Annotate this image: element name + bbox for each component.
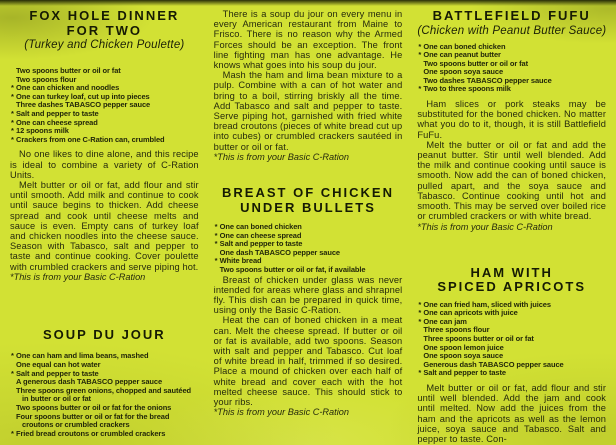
ingredient-line: * One can jam — [418, 316, 467, 326]
required-item-asterisk: * — [418, 316, 422, 326]
recipe-battlefield-fufu — [417, 9, 606, 232]
ingredient-line: * One can turkey loaf, cut up into pieces — [11, 91, 150, 101]
recipe-title: BREAST OF CHICKEN UNDER BULLETS — [222, 185, 394, 215]
ingredient-line: One spoon soya sauce — [423, 351, 504, 361]
ingredient-line: * One can ham and lima beans, mashed — [11, 351, 149, 361]
ingredient-line: * 12 spoons milk — [11, 126, 69, 136]
ingredient-line: * One can chicken and noodles — [11, 83, 120, 93]
soup-du-jour-continuation — [214, 9, 403, 162]
required-item-asterisk: * — [11, 126, 14, 136]
ingredient-line: A generous dash TABASCO pepper sauce — [16, 377, 163, 387]
ingredient-line: Two spoons butter or oil or fat, if available — [219, 265, 366, 275]
required-item-asterisk: * — [11, 91, 14, 101]
required-item-asterisk: * — [214, 256, 218, 266]
column-right — [417, 9, 606, 445]
ingredient-line: * Salt and pepper to taste — [418, 368, 506, 378]
ingredient-line: One spoon lemon juice — [423, 342, 504, 352]
ingredient-line: One equal can hot water — [16, 360, 101, 370]
recipe-title: HAM WITH SPICED APRICOTS — [437, 264, 587, 295]
instruction-paragraphs — [417, 383, 606, 444]
recipe-ham-spiced-apricots — [417, 266, 606, 445]
recipe-fox-hole-dinner — [10, 9, 199, 282]
recipe-soup-du-jour — [10, 328, 199, 438]
ingredient-line: Four spoons butter or oil or fat for the bread croutons or crumbled crackers — [16, 411, 170, 430]
ingredient-line: * Salt and pepper to taste — [11, 368, 99, 378]
ingredient-line: Three spoons green onions, chopped and sautéed in butter or oil or fat — [16, 385, 192, 404]
paragraph: There is a soup du jour on every menu in every American restaurant from Maine to Frisco. There is no reason why the Armed Forces should be an exception. The front line fighting man has one advantage. He knows what goes into his soup du jour. — [213, 9, 403, 71]
source-footnote: *This is from your Basic C-Ration — [10, 271, 146, 282]
ingredient-list — [10, 352, 199, 438]
paragraph: Breast of chicken under glass was never intended for areas where glass and shrapnel fly. This dish can be prepared in quick time, using only the Basic C-Ration. — [213, 274, 403, 316]
source-footnote: *This is from your Basic C-Ration — [213, 151, 349, 162]
column-left — [10, 9, 199, 445]
required-item-asterisk: * — [11, 108, 14, 118]
paragraph: Mash the ham and lima bean mixture to a pulp. Combine with a can of hot water and bring to a boil, stirring briskly all the time. Add Tabasco and salt and pepper to taste. Serve piping hot, garnished with fried white bread croutons (pieces of white bread cut up into cubes) or crumbled crackers sautéed in butter or oil or fat. — [213, 70, 403, 152]
ingredient-list — [417, 43, 606, 95]
ingredient-line: Three dashes TABASCO pepper sauce — [16, 100, 151, 110]
ingredient-line: * One can apricots with juice — [418, 308, 518, 318]
instruction-paragraphs — [417, 99, 606, 221]
required-item-asterisk: * — [11, 428, 14, 438]
recipe-title: SOUP DU JOUR — [42, 326, 166, 342]
ingredient-line: * Salt and pepper to taste — [11, 108, 99, 118]
ingredient-line: * One can fried ham, sliced with juices — [418, 299, 551, 309]
ingredient-list — [417, 301, 606, 378]
instruction-paragraphs — [214, 275, 403, 408]
paragraph: Melt the butter or oil or fat and add the peanut butter. Stir until well blended. Add the milk and continue cooking until sauce is smooth. Now add the can of boned chicken, pulled apart, and the soya sauce and Tabasco. Continue cooking until hot and smooth. This may be served over boiled rice or crumbled crackers or with white bread. — [417, 139, 607, 222]
ingredient-line: * Fried bread croutons or crumbled crackers — [11, 428, 166, 438]
required-item-asterisk: * — [418, 299, 422, 309]
instruction-paragraphs — [214, 9, 403, 152]
recipe-subtitle: (Chicken with Peanut Butter Sauce) — [417, 24, 607, 37]
ingredient-line: One spoon soya sauce — [423, 67, 504, 77]
ingredient-line: Two spoons butter or oil or fat — [423, 58, 529, 68]
required-item-asterisk: * — [214, 222, 218, 232]
ingredient-list — [214, 223, 403, 275]
required-item-asterisk: * — [11, 117, 14, 127]
column-middle — [214, 9, 403, 445]
recipe-subtitle: (Turkey and Chicken Poulette) — [24, 39, 185, 51]
required-item-asterisk: * — [11, 351, 14, 361]
ingredient-list — [10, 67, 199, 144]
ingredient-line: Three spoons flour — [423, 325, 490, 335]
recipe-breast-of-chicken — [214, 186, 403, 417]
paragraph: Melt butter or oil or fat, add flour and stir until smooth. Add milk and continue to cook until sauce begins to thicken. Add cheese spread and cook until cheese melts and sauce is even. Empty cans of turkey loaf and chicken noodles into the cheese sauce. Season with Tabasco, salt and pepper to taste and continue cooking. Cover poulette with crumbled crackers and serve piping hot. — [10, 179, 199, 272]
required-item-asterisk: * — [11, 368, 14, 378]
ingredient-line: Two spoons flour — [16, 74, 77, 84]
required-item-asterisk: * — [11, 83, 14, 93]
required-item-asterisk: * — [214, 239, 218, 249]
recipe-title: BATTLEFIELD FUFU — [432, 8, 591, 23]
source-footnote: *This is from your Basic C-Ration — [417, 221, 553, 232]
ingredient-line: * One can cheese spread — [214, 230, 302, 240]
ingredient-line: * Salt and pepper to taste — [214, 239, 303, 249]
required-item-asterisk: * — [214, 230, 218, 240]
ingredient-line: * One can peanut butter — [418, 50, 501, 60]
paragraph: Ham slices or pork steaks may be substituted for the boned chicken. No matter what you do to it, though, it is still Battlefield FuFu. — [417, 99, 607, 140]
ingredient-line: Generous dash TABASCO pepper sauce — [423, 359, 564, 369]
ingredient-line: * One can boned chicken — [214, 222, 302, 232]
recipe-title: FOX HOLE DINNER FOR TWO — [29, 8, 180, 38]
paragraph: Heat the can of boned chicken in a meat can. Melt the cheese spread. If butter or oil or fat is available, add two spoons. Season with salt and pepper and Tabasco. Cut loaf of white bread in half, trimmed if so desired. Place a mound of chicken over each half of white bread and cover each with the hot melted cheese sauce. This should stick to your ribs. — [213, 315, 403, 408]
paragraph: Melt butter or oil or fat, add flour and stir until well blended. Add the jam and cook until melted. Now add the juices from the ham and the apricots as well as the lemon juice, soya sauce and Tabasco. Salt and pepper to taste. Con- — [417, 383, 607, 445]
required-item-asterisk: * — [418, 50, 422, 60]
ingredient-line: * White bread — [214, 256, 262, 266]
ingredient-line: One dash TABASCO pepper sauce — [219, 247, 340, 257]
paragraph: No one likes to dine alone, and this recipe is ideal to combine a variety of C-Ration Units. — [10, 149, 199, 180]
ingredient-line: * Two to three spoons milk — [418, 84, 511, 94]
ingredient-line: * Crackers from one C-Ration can, crumbled — [11, 134, 165, 144]
required-item-asterisk: * — [418, 84, 422, 94]
required-item-asterisk: * — [418, 308, 422, 318]
required-item-asterisk: * — [11, 134, 14, 144]
ingredient-line: Two spoons butter or oil or fat for the onions — [16, 403, 172, 413]
source-footnote: *This is from your Basic C-Ration — [213, 407, 349, 418]
instruction-paragraphs — [10, 149, 199, 271]
required-item-asterisk: * — [418, 41, 422, 51]
ingredient-line: Three spoons butter or oil or fat — [423, 334, 534, 344]
ingredient-line: Two dashes TABASCO pepper sauce — [423, 75, 552, 85]
ingredient-line: Two spoons butter or oil or fat — [16, 66, 121, 75]
ingredient-line: * One can boned chicken — [418, 41, 506, 51]
ingredient-line: * One can cheese spread — [11, 117, 98, 127]
required-item-asterisk: * — [418, 368, 422, 378]
